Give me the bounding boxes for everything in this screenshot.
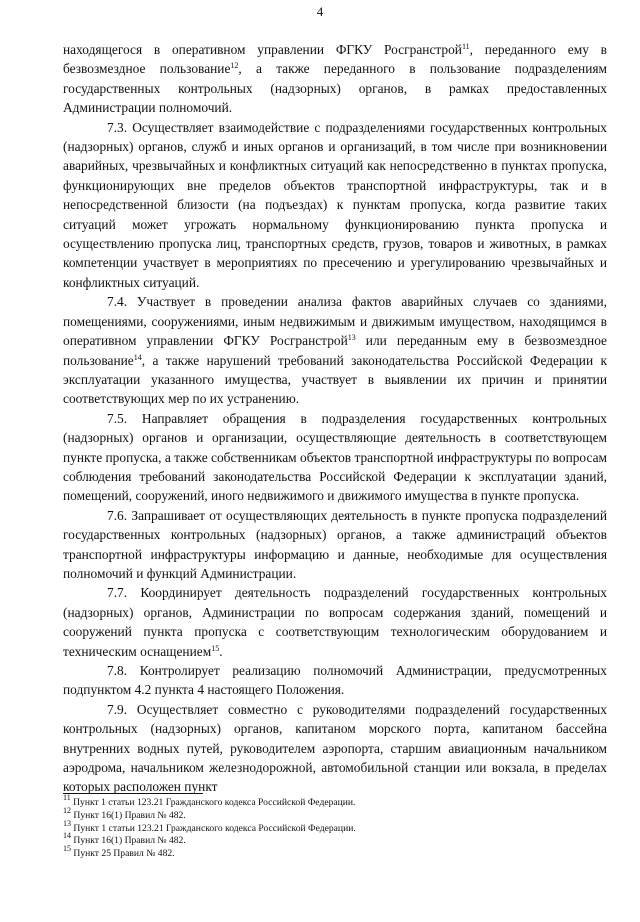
footnote-list: [63, 793, 607, 861]
paragraph-text: , а также нарушений требований законодательства Российской Федерации к эксплуатации указанного имущества, участвует в выявлении их причин и принятии соответствующих мер по их устранению.: [63, 352, 607, 407]
footnote: [63, 831, 607, 848]
footnote-reference: 11: [461, 42, 470, 51]
paragraph-text: 7.6. Запрашивает от осуществляющих деятельность в пункте пропуска подразделений государственных контрольных (надзорных) органов, а также администраций объектов транспортной инфраструктуры информацию и данные, необходимые для осуществления полномочий и функций Администрации.: [63, 507, 607, 581]
paragraph: [63, 583, 607, 661]
footnote-reference: 12: [230, 61, 239, 71]
paragraph: [63, 40, 607, 118]
paragraph-text: или переданным ему в безвозмездное пользование: [63, 333, 607, 368]
footnotes: [63, 793, 607, 861]
footnote-text: Пункт 16(1) Правил № 482.: [73, 835, 186, 847]
paragraph-text: , а также переданного в пользование подразделениям государственных контрольных (надзорных) органов, в рамках предоставленных Администрации полномочий.: [63, 61, 607, 116]
paragraph-text: , переданного ему в безвозмездное пользование: [63, 42, 607, 77]
paragraph-text: 7.4. Участвует в проведении анализа фактов аварийных случаев со зданиями, помещениями, сооружениями, иным недвижимым и движимым имуществом, находящимся в оперативном управлении ФГКУ Росгранстрой: [63, 294, 607, 349]
footnote: [63, 818, 607, 836]
paragraph-text: 7.8. Контролирует реализацию полномочий Администрации, предусмотренных подпунктом 4.2 пункта 4 настоящего Положения.: [63, 663, 607, 698]
footnote-number: 14: [63, 831, 71, 841]
paragraph: [63, 409, 607, 506]
footnote-reference: 14: [133, 352, 142, 362]
footnote-number: 12: [63, 805, 71, 815]
footnote-number: 11: [63, 793, 71, 802]
paragraph-text: 7.9. Осуществляет совместно с руководителями подразделений государственных контрольных (надзорных) органов, капитаном морского порта, капитаном бассейна внутренних водных путей, руководителем аэропорта, старшим авиационным начальником аэродрома, начальником железнодорожной, автомобильной станции или вокзала, в пределах которых расположен пункт: [63, 701, 607, 795]
footnote-number: 13: [63, 818, 71, 828]
paragraph: [63, 292, 607, 408]
paragraph-text: .: [219, 643, 223, 659]
paragraph: [63, 506, 607, 584]
footnote-reference: 15: [211, 643, 220, 653]
body-text: [63, 40, 607, 797]
footnote-separator: [63, 793, 203, 794]
paragraph: [63, 118, 607, 293]
paragraph-text: 7.5. Направляет обращения в подразделения государственных контрольных (надзорных) органов и организации, осуществляющие деятельность в соответствующем пункте пропуска, а также собственникам объектов транспортной инфраструктуры по вопросам соблюдения требований законодательства Российской Федерации к эксплуатации зданий, помещений, сооружений, иного недвижимого и движимого имущества в пункте пропуска.: [63, 410, 607, 504]
footnote-reference: 13: [347, 333, 356, 343]
footnote: [63, 805, 607, 823]
page-number: 4: [316, 4, 324, 19]
footnote: [63, 844, 607, 861]
footnote: [63, 793, 607, 810]
paragraph-text: 7.3. Осуществляет взаимодействие с подразделениями государственных контрольных (надзорных) органов, служб и иных органов и организаций, в том числе при возникновении аварийных, чрезвычайных и конфликтных ситуаций как непосредственно в пунктах пропуска, функционирующих вне пределов объектов транспортной инфраструктуры, так и в непосредственной близости (на подъездах) к пунктам пропуска, когда развитие таких ситуаций может угрожать нормальному функционированию пункта пропуска и осуществлению пропуска лиц, транспортных средств, грузов, товаров и животных, в рамках компетенции участвует в мероприятиях по пресечению и урегулированию чрезвычайных и конфликтных ситуаций.: [63, 119, 607, 290]
footnote-number: 15: [63, 844, 71, 854]
paragraph: [63, 700, 607, 797]
footnote-text: Пункт 1 статьи 123.21 Гражданского кодекса Российской Федерации.: [73, 822, 356, 834]
footnote-text: Пункт 1 статьи 123.21 Гражданского кодекса Российской Федерации.: [73, 797, 356, 808]
paragraph-text: 7.7. Координирует деятельность подразделений государственных контрольных (надзорных) органов, Администрации по вопросам содержания зданий, помещений и сооружений пункта пропуска с соответствующим технологическим оборудованием и техническим оснащением: [63, 585, 607, 659]
footnote-text: Пункт 16(1) Правил № 482.: [73, 809, 186, 821]
paragraph-text: находящегося в оперативном управлении ФГКУ Росгранстрой: [63, 42, 462, 57]
footnote-text: Пункт 25 Правил № 482.: [73, 848, 175, 860]
paragraph: [63, 661, 607, 700]
